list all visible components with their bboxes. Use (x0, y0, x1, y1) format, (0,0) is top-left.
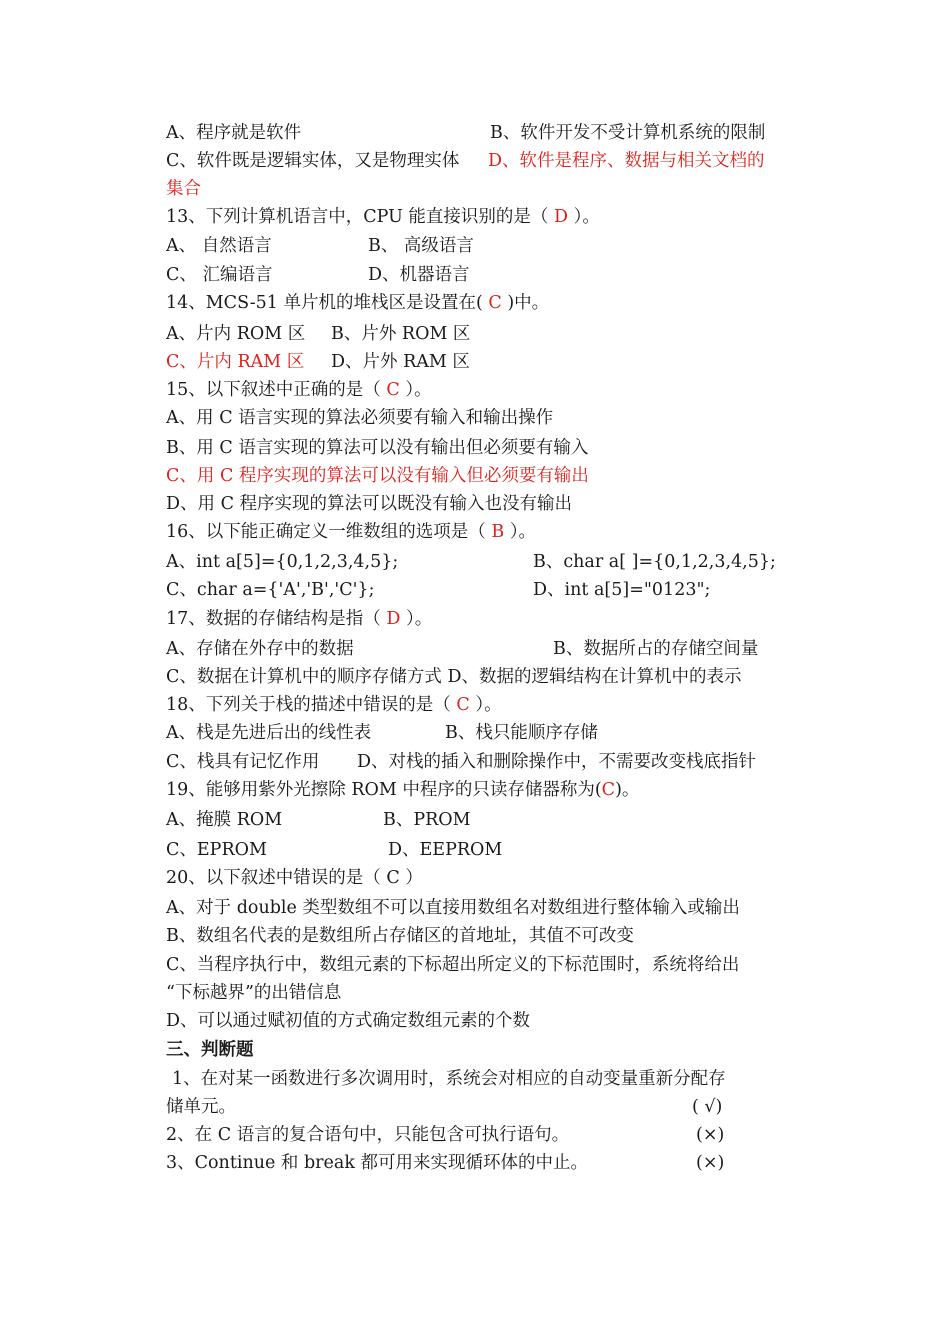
judge-2: 2、在 C 语言的复合语句中，只能包含可执行语句。 (166, 1125, 570, 1145)
q16-option-a: A、int a[5]={0,1,2,3,4,5}; (166, 552, 399, 572)
q18-stem-text: 18、下列关于栈的描述中错误的是（ (166, 695, 451, 715)
section-heading-judgement: 三、判断题 (166, 1040, 254, 1060)
q12-option-a: A、程序就是软件 (166, 123, 302, 143)
q14-stem (166, 291, 549, 315)
q19-stem-end: )。 (615, 780, 640, 800)
q17-option-a: A、存储在外存中的数据 (166, 639, 354, 659)
judge-3-mark: (×) (696, 1153, 725, 1173)
q16-answer: B (491, 522, 505, 542)
q15-answer: C (386, 380, 400, 400)
q13-option-c: C、 汇编语言 (166, 265, 273, 285)
q19-option-c: C、EPROM (166, 840, 267, 860)
q14-stem-text: 14、MCS-51 单片机的堆栈区是设置在( (166, 293, 483, 313)
q12-option-d: D、软件是程序、数据与相关文档的 (488, 151, 765, 171)
q13-option-d: D、机器语言 (368, 265, 470, 285)
q12-option-b: B、软件开发不受计算机系统的限制 (490, 123, 766, 143)
q20-option-b: B、数组名代表的是数组所占存储区的首地址，其值不可改变 (166, 926, 634, 946)
q15-stem (166, 378, 432, 402)
q20-option-c-cont: “下标越界”的出错信息 (166, 983, 342, 1003)
q13-stem-end: ）。 (573, 207, 600, 227)
judge-1-mark: ( √) (692, 1097, 723, 1117)
q14-stem-end: )中。 (507, 293, 550, 313)
q16-option-c: C、char a={'A','B','C'}; (166, 580, 375, 600)
q14-option-c: C、片内 RAM 区 (166, 352, 305, 372)
q15-stem-text: 15、以下叙述中正确的是（ (166, 380, 381, 400)
q20-stem-end: ） (405, 868, 423, 888)
q17-answer: D (386, 609, 401, 629)
q19-answer: C (601, 780, 616, 800)
judge-1-cont: 储单元。 (166, 1097, 236, 1117)
q19-option-d: D、EEPROM (388, 840, 503, 860)
q13-option-a: A、 自然语言 (166, 236, 272, 256)
q13-stem (166, 205, 600, 229)
q18-option-c: C、栈具有记忆作用 (166, 752, 320, 772)
q13-stem-text: 13、下列计算机语言中，CPU 能直接识别的是（ (166, 207, 549, 227)
q17-stem-end: ）。 (405, 609, 433, 629)
q14-option-b: B、片外 ROM 区 (331, 324, 471, 344)
q17-stem-text: 17、数据的存储结构是指（ (166, 609, 381, 629)
q16-stem (166, 520, 536, 544)
judge-2-mark: (×) (696, 1125, 725, 1145)
q17-stem (166, 607, 432, 631)
q15-option-b: B、用 C 语言实现的算法可以没有输出但必须要有输入 (166, 438, 589, 458)
q14-option-d: D、片外 RAM 区 (331, 352, 470, 372)
q19-stem-text: 19、能够用紫外光擦除 ROM 中程序的只读存储器称为( (166, 780, 602, 800)
q19-option-b: B、PROM (383, 810, 471, 830)
q20-option-a: A、对于 double 类型数组不可以直接用数组名对数组进行整体输入或输出 (166, 898, 740, 918)
q16-stem-end: ）。 (509, 522, 537, 542)
q16-option-d: D、int a[5]="0123"; (533, 580, 711, 600)
q17-option-b: B、数据所占的存储空间量 (553, 639, 759, 659)
q14-option-a: A、片内 ROM 区 (166, 324, 306, 344)
q18-stem (166, 693, 502, 717)
q19-option-a: A、掩膜 ROM (166, 810, 283, 830)
q15-stem-end: ）。 (405, 380, 432, 400)
q20-stem-text: 20、以下叙述中错误的是（ (166, 868, 381, 888)
q18-option-d: D、对栈的插入和删除操作中，不需要改变栈底指针 (357, 752, 757, 772)
q15-option-c: C、用 C 程序实现的算法可以没有输入但必须要有输出 (166, 466, 589, 486)
q20-answer: C (386, 868, 400, 888)
q13-option-b: B、 高级语言 (368, 236, 474, 256)
q18-answer: C (456, 695, 470, 715)
q13-answer: D (554, 207, 569, 227)
q17-option-cd: C、数据在计算机中的顺序存储方式 D、数据的逻辑结构在计算机中的表示 (166, 667, 742, 687)
q14-answer: C (488, 293, 502, 313)
judge-3: 3、Continue 和 break 都可用来实现循环体的中止。 (166, 1153, 589, 1173)
q18-option-a: A、栈是先进后出的线性表 (166, 723, 372, 743)
q20-stem (166, 866, 423, 890)
q18-stem-end: ）。 (475, 695, 502, 715)
q18-option-b: B、栈只能顺序存储 (445, 723, 598, 743)
q19-stem (166, 778, 639, 802)
q16-stem-text: 16、以下能正确定义一维数组的选项是（ (166, 522, 486, 542)
q15-option-d: D、用 C 程序实现的算法可以既没有输入也没有输出 (166, 494, 573, 514)
q12-option-d-cont: 集合 (166, 179, 201, 199)
q16-option-b: B、char a[ ]={0,1,2,3,4,5}; (533, 552, 776, 572)
q12-option-c: C、软件既是逻辑实体，又是物理实体 (166, 151, 460, 171)
judge-1: 1、在对某一函数进行多次调用时，系统会对相应的自动变量重新分配存 (172, 1069, 726, 1089)
q20-option-c: C、当程序执行中，数组元素的下标超出所定义的下标范围时，系统将给出 (166, 955, 740, 975)
q20-option-d: D、可以通过赋初值的方式确定数组元素的个数 (166, 1011, 531, 1031)
q15-option-a: A、用 C 语言实现的算法必须要有输入和输出操作 (166, 408, 554, 428)
